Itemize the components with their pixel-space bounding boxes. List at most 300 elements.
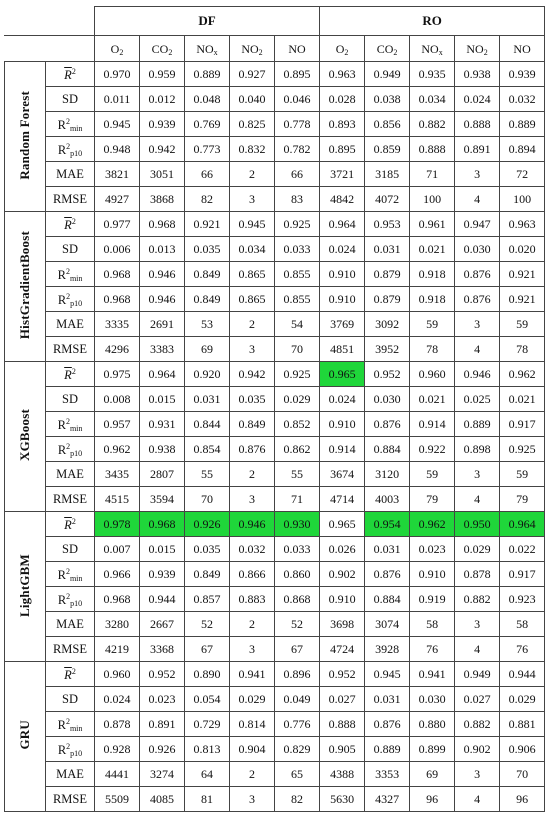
value-cell: 0.878 [95, 712, 140, 737]
value-cell: 0.899 [410, 737, 455, 762]
value-cell: 0.876 [455, 262, 500, 287]
value-cell: 0.942 [140, 137, 185, 162]
metric-label [46, 587, 95, 612]
value-cell: 3 [455, 162, 500, 187]
value-cell: 0.855 [275, 262, 320, 287]
value-cell: 0.024 [95, 687, 140, 712]
value-cell: 0.918 [410, 262, 455, 287]
table-row [5, 712, 545, 737]
table-row [5, 487, 545, 512]
value-cell: 71 [275, 487, 320, 512]
value-cell: 4296 [95, 337, 140, 362]
value-cell: 0.949 [365, 62, 410, 87]
table-row [5, 587, 545, 612]
column-header-base: NO [196, 41, 214, 56]
value-cell: 0.030 [455, 237, 500, 262]
value-cell: 0.968 [140, 512, 185, 537]
value-cell: 0.876 [365, 562, 410, 587]
value-cell: 70 [500, 762, 545, 787]
metric-sup: 2 [71, 367, 76, 377]
column-header-sub: 2 [168, 47, 173, 57]
value-cell: 0.889 [500, 112, 545, 137]
value-cell: 0.021 [410, 237, 455, 262]
value-cell: 3674 [320, 462, 365, 487]
value-cell: 0.866 [230, 562, 275, 587]
value-cell: 0.035 [185, 537, 230, 562]
value-cell: 55 [275, 462, 320, 487]
table-row [5, 687, 545, 712]
value-cell: 0.021 [410, 387, 455, 412]
value-cell: 0.965 [320, 512, 365, 537]
metric-label [46, 62, 95, 87]
value-cell: 0.917 [500, 412, 545, 437]
value-cell: 0.879 [365, 262, 410, 287]
value-cell: 3868 [140, 187, 185, 212]
metric-sub: p10 [70, 299, 83, 309]
value-cell: 0.031 [185, 387, 230, 412]
column-header-sub: x [438, 47, 443, 57]
table-row [5, 462, 545, 487]
table-row [5, 562, 545, 587]
value-cell: 0.898 [455, 437, 500, 462]
column-header-base: CO [151, 41, 169, 56]
value-cell: 0.849 [185, 287, 230, 312]
value-cell: 4842 [320, 187, 365, 212]
table-row [5, 762, 545, 787]
value-cell: 0.941 [230, 662, 275, 687]
value-cell: 0.015 [140, 537, 185, 562]
value-cell: 3092 [365, 312, 410, 337]
value-cell: 3185 [365, 162, 410, 187]
value-cell: 4441 [95, 762, 140, 787]
value-cell: 0.968 [95, 587, 140, 612]
value-cell: 0.946 [455, 362, 500, 387]
value-cell: 0.970 [95, 62, 140, 87]
value-cell: 0.776 [275, 712, 320, 737]
value-cell: 0.920 [185, 362, 230, 387]
value-cell: 0.889 [365, 737, 410, 762]
column-header-base: NO [466, 41, 484, 56]
value-cell: 54 [275, 312, 320, 337]
metric-base: $\overline{R}$ [64, 668, 72, 683]
metric-sub: p10 [70, 149, 83, 159]
metric-label [46, 312, 95, 337]
value-cell: 0.946 [230, 512, 275, 537]
value-cell: 0.895 [320, 137, 365, 162]
value-cell: 0.914 [410, 412, 455, 437]
value-cell: 0.884 [365, 437, 410, 462]
value-cell: 0.926 [185, 512, 230, 537]
value-cell: 0.034 [230, 237, 275, 262]
value-cell: 0.782 [275, 137, 320, 162]
value-cell: 76 [410, 637, 455, 662]
model-name: XGBoost [17, 409, 32, 461]
value-cell: 0.878 [455, 562, 500, 587]
table-row [5, 62, 545, 87]
value-cell: 0.859 [365, 137, 410, 162]
column-header-7 [410, 36, 455, 62]
value-cell: 0.960 [95, 662, 140, 687]
value-cell: 0.931 [140, 412, 185, 437]
column-header-sub: 2 [483, 47, 488, 57]
column-header-2 [185, 36, 230, 62]
value-cell: 0.862 [275, 437, 320, 462]
metric-label [46, 362, 95, 387]
value-cell: 0.031 [365, 537, 410, 562]
table-row [5, 162, 545, 187]
value-cell: 0.030 [410, 687, 455, 712]
value-cell: 0.926 [140, 737, 185, 762]
value-cell: 0.813 [185, 737, 230, 762]
value-cell: 0.952 [365, 362, 410, 387]
value-cell: 0.031 [365, 687, 410, 712]
metric-label [46, 237, 95, 262]
column-header-sub: 2 [119, 47, 124, 57]
metric-base: SD [62, 542, 78, 556]
value-cell: 0.953 [365, 212, 410, 237]
value-cell: 0.944 [500, 662, 545, 687]
value-cell: 3 [455, 312, 500, 337]
metric-sup: 2 [65, 417, 70, 427]
value-cell: 59 [500, 312, 545, 337]
value-cell: 0.944 [140, 587, 185, 612]
value-cell: 0.879 [365, 287, 410, 312]
metric-label [46, 612, 95, 637]
value-cell: 2667 [140, 612, 185, 637]
metric-sup: 2 [66, 292, 71, 302]
metric-base: R [57, 568, 66, 583]
value-cell: 0.882 [410, 112, 455, 137]
table-row [5, 237, 545, 262]
value-cell: 96 [500, 787, 545, 812]
model-label-cell [5, 212, 46, 362]
value-cell: 58 [500, 612, 545, 637]
value-cell: 0.029 [230, 687, 275, 712]
value-cell: 0.925 [275, 212, 320, 237]
value-cell: 5509 [95, 787, 140, 812]
value-cell: 0.025 [455, 387, 500, 412]
table-row [5, 337, 545, 362]
value-cell: 0.966 [95, 562, 140, 587]
value-cell: 0.029 [500, 687, 545, 712]
value-cell: 0.829 [275, 737, 320, 762]
value-cell: 70 [185, 487, 230, 512]
value-cell: 4724 [320, 637, 365, 662]
metric-base: MAE [56, 167, 84, 181]
value-cell: 0.928 [95, 737, 140, 762]
metric-sub: min [69, 424, 83, 434]
value-cell: 3 [230, 637, 275, 662]
metric-label [46, 762, 95, 787]
value-cell: 0.849 [230, 412, 275, 437]
value-cell: 0.923 [500, 587, 545, 612]
value-cell: 72 [500, 162, 545, 187]
value-cell: 0.020 [500, 237, 545, 262]
value-cell: 0.856 [365, 112, 410, 137]
metric-sup: 2 [66, 142, 71, 152]
value-cell: 4 [455, 487, 500, 512]
value-cell: 0.882 [455, 587, 500, 612]
table-row [5, 737, 545, 762]
metric-sub: p10 [70, 449, 83, 459]
value-cell: 55 [185, 462, 230, 487]
table-row [5, 312, 545, 337]
table-row [5, 387, 545, 412]
metric-base: R [57, 743, 67, 758]
table-row [5, 262, 545, 287]
value-cell: 0.965 [320, 362, 365, 387]
value-cell: 0.021 [500, 387, 545, 412]
value-cell: 0.962 [95, 437, 140, 462]
value-cell: 5630 [320, 787, 365, 812]
value-cell: 0.945 [95, 112, 140, 137]
value-cell: 3 [455, 612, 500, 637]
metric-sub: min [69, 574, 83, 584]
metric-label [46, 187, 95, 212]
value-cell: 0.033 [275, 237, 320, 262]
metric-base: R [57, 443, 67, 458]
value-cell: 78 [410, 337, 455, 362]
value-cell: 3 [230, 337, 275, 362]
value-cell: 0.011 [95, 87, 140, 112]
value-cell: 0.961 [410, 212, 455, 237]
metric-base: $\overline{R}$ [64, 218, 72, 233]
metric-label [46, 137, 95, 162]
value-cell: 4085 [140, 787, 185, 812]
value-cell: 0.008 [95, 387, 140, 412]
metric-base: SD [62, 692, 78, 706]
value-cell: 76 [500, 637, 545, 662]
value-cell: 3721 [320, 162, 365, 187]
group-header-df: DF [95, 7, 320, 36]
value-cell: 0.030 [365, 387, 410, 412]
metric-sup: 2 [71, 67, 76, 77]
table-row [5, 512, 545, 537]
metric-base: MAE [56, 767, 84, 781]
metric-base: R [57, 118, 66, 133]
value-cell: 0.959 [140, 62, 185, 87]
value-cell: 53 [185, 312, 230, 337]
value-cell: 78 [500, 337, 545, 362]
metric-sub: min [69, 724, 83, 734]
model-name: Random Forest [17, 90, 32, 180]
value-cell: 3353 [365, 762, 410, 787]
value-cell: 0.968 [95, 262, 140, 287]
column-header-6 [365, 36, 410, 62]
metric-sup: 2 [65, 117, 70, 127]
results-table-body [5, 7, 545, 812]
metric-label [46, 487, 95, 512]
value-cell: 82 [275, 787, 320, 812]
metric-sub: p10 [70, 749, 83, 759]
metric-sup: 2 [71, 217, 76, 227]
table-row [5, 137, 545, 162]
value-cell: 0.921 [500, 287, 545, 312]
value-cell: 0.902 [320, 562, 365, 587]
value-cell: 0.026 [320, 537, 365, 562]
value-cell: 67 [185, 637, 230, 662]
value-cell: 100 [410, 187, 455, 212]
column-header-row [5, 36, 545, 62]
value-cell: 0.882 [455, 712, 500, 737]
value-cell: 0.769 [185, 112, 230, 137]
value-cell: 3594 [140, 487, 185, 512]
value-cell: 65 [275, 762, 320, 787]
metric-label [46, 87, 95, 112]
value-cell: 0.876 [365, 712, 410, 737]
value-cell: 0.888 [410, 137, 455, 162]
column-header-base: NO [421, 41, 439, 56]
value-cell: 0.007 [95, 537, 140, 562]
value-cell: 0.876 [455, 287, 500, 312]
value-cell: 0.948 [95, 137, 140, 162]
value-cell: 4 [455, 187, 500, 212]
value-cell: 0.952 [140, 662, 185, 687]
value-cell: 52 [185, 612, 230, 637]
value-cell: 0.978 [95, 512, 140, 537]
value-cell: 0.945 [365, 662, 410, 687]
metric-sup: 2 [65, 267, 70, 277]
value-cell: 3698 [320, 612, 365, 637]
table-row [5, 412, 545, 437]
value-cell: 70 [275, 337, 320, 362]
value-cell: 0.906 [500, 737, 545, 762]
value-cell: 0.024 [455, 87, 500, 112]
value-cell: 0.968 [95, 287, 140, 312]
metric-sup: 2 [65, 567, 70, 577]
value-cell: 0.027 [320, 687, 365, 712]
value-cell: 0.027 [455, 687, 500, 712]
value-cell: 64 [185, 762, 230, 787]
value-cell: 0.939 [140, 112, 185, 137]
metric-label [46, 462, 95, 487]
value-cell: 0.964 [140, 362, 185, 387]
value-cell: 0.918 [410, 287, 455, 312]
metric-base: SD [62, 242, 78, 256]
value-cell: 0.893 [320, 112, 365, 137]
value-cell: 0.891 [455, 137, 500, 162]
column-header-sub: x [213, 47, 218, 57]
value-cell: 0.919 [410, 587, 455, 612]
metric-sup: 2 [65, 717, 70, 727]
metric-label [46, 337, 95, 362]
value-cell: 69 [185, 337, 230, 362]
table-row [5, 612, 545, 637]
value-cell: 0.884 [365, 587, 410, 612]
value-cell: 2 [230, 762, 275, 787]
metric-base: SD [62, 392, 78, 406]
value-cell: 0.930 [275, 512, 320, 537]
metric-sub: p10 [70, 599, 83, 609]
metric-label [46, 537, 95, 562]
value-cell: 0.729 [185, 712, 230, 737]
value-cell: 4 [455, 787, 500, 812]
value-cell: 67 [275, 637, 320, 662]
column-header-base: CO [376, 41, 394, 56]
value-cell: 4072 [365, 187, 410, 212]
metric-label [46, 737, 95, 762]
value-cell: 0.938 [455, 62, 500, 87]
metric-base: R [57, 593, 67, 608]
metric-label [46, 162, 95, 187]
value-cell: 0.855 [275, 287, 320, 312]
value-cell: 0.015 [140, 387, 185, 412]
value-cell: 2807 [140, 462, 185, 487]
value-cell: 4388 [320, 762, 365, 787]
value-cell: 3952 [365, 337, 410, 362]
value-cell: 0.977 [95, 212, 140, 237]
table-row [5, 112, 545, 137]
value-cell: 0.852 [275, 412, 320, 437]
value-cell: 0.963 [320, 62, 365, 87]
value-cell: 0.910 [320, 412, 365, 437]
value-cell: 0.927 [230, 62, 275, 87]
value-cell: 0.049 [275, 687, 320, 712]
value-cell: 0.917 [500, 562, 545, 587]
model-label-cell [5, 62, 46, 212]
value-cell: 0.865 [230, 262, 275, 287]
value-cell: 0.922 [410, 437, 455, 462]
value-cell: 0.895 [275, 62, 320, 87]
metric-label [46, 787, 95, 812]
metric-base: RMSE [52, 192, 88, 206]
value-cell: 2 [230, 312, 275, 337]
value-cell: 82 [185, 187, 230, 212]
value-cell: 0.876 [365, 412, 410, 437]
corner-blank [5, 7, 95, 36]
table-row [5, 437, 545, 462]
value-cell: 0.868 [275, 587, 320, 612]
metric-base: MAE [56, 317, 84, 331]
value-cell: 3368 [140, 637, 185, 662]
column-header-sub: 2 [258, 47, 263, 57]
value-cell: 0.023 [410, 537, 455, 562]
model-name: HistGradientBoost [17, 230, 32, 340]
value-cell: 0.028 [320, 87, 365, 112]
metric-sub: min [69, 274, 83, 284]
value-cell: 3 [230, 787, 275, 812]
value-cell: 0.968 [140, 212, 185, 237]
value-cell: 0.825 [230, 112, 275, 137]
value-cell: 0.032 [500, 87, 545, 112]
metric-sup: 2 [71, 517, 76, 527]
metric-sup: 2 [71, 667, 76, 677]
metric-base: R [57, 418, 66, 433]
value-cell: 4327 [365, 787, 410, 812]
value-cell: 3 [455, 762, 500, 787]
metric-label [46, 662, 95, 687]
value-cell: 71 [410, 162, 455, 187]
column-header-sub: 2 [344, 47, 349, 57]
value-cell: 0.046 [275, 87, 320, 112]
value-cell: 0.854 [185, 437, 230, 462]
value-cell: 0.880 [410, 712, 455, 737]
table-row [5, 662, 545, 687]
value-cell: 0.006 [95, 237, 140, 262]
value-cell: 0.844 [185, 412, 230, 437]
value-cell: 79 [410, 487, 455, 512]
value-cell: 0.964 [320, 212, 365, 237]
metric-base: MAE [56, 617, 84, 631]
value-cell: 79 [500, 487, 545, 512]
table-row [5, 637, 545, 662]
value-cell: 52 [275, 612, 320, 637]
column-header-5 [320, 36, 365, 62]
value-cell: 0.881 [500, 712, 545, 737]
value-cell: 66 [185, 162, 230, 187]
model-label-cell [5, 662, 46, 812]
value-cell: 0.029 [455, 537, 500, 562]
